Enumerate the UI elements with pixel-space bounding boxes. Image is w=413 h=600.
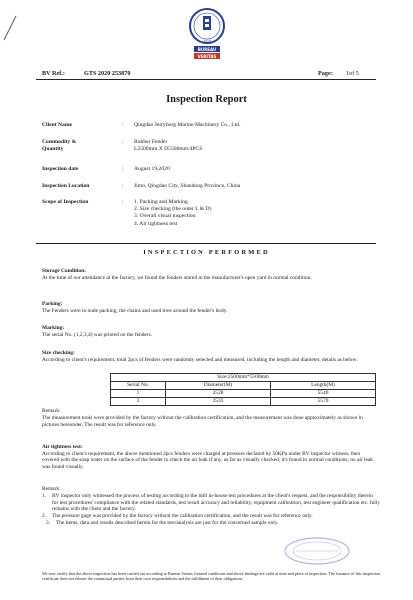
size-remark-text: The measurement tools were provided by the factory without the calibration certification, and the measurement was done approximately as shown in pictures hereunder. The result was for reference only. (42, 415, 363, 428)
table-cell: 2528 (166, 390, 271, 398)
logo-text-bureau: BUREAU (197, 46, 217, 52)
commodity-label-line2: Quantity (42, 146, 64, 153)
colon: : (122, 122, 124, 128)
footer-certification: We now certify that the above inspection has been carried out according to Bureau Veritas General conditions and above findings are valid at time and place of inspection. The issuance of this inspection certificate does not release the contractual parties from their own responsibilities and the fulfillment of their obligations. (42, 571, 381, 582)
page-label: Page: (318, 70, 333, 77)
table-cell: 2535 (166, 398, 271, 406)
ref-label: BV Ref.: (42, 70, 65, 77)
list-number: 1. (42, 493, 47, 500)
inspection-date-label: Inspection date (42, 166, 79, 172)
packing-text: The Fenders were in nude packing, the chains and used tires around the fender's body. (42, 307, 228, 314)
storage-block (42, 268, 378, 281)
commodity-value-line1: Rubber Fender (134, 139, 168, 145)
list-number: 3. (46, 519, 51, 526)
inspection-date-value: August 19,2020 (134, 166, 170, 172)
table-header-row (111, 382, 376, 390)
marking-block (42, 325, 378, 338)
storage-text: At the time of our attendance at the factory, we found the fenders stored in the manufacturer's open yard in normal condition. (42, 274, 312, 281)
bureau-veritas-logo (186, 6, 228, 70)
size-remark-label: Remark: (42, 408, 61, 414)
table-cell: 3 (111, 398, 166, 406)
size-table (110, 373, 376, 406)
list-item-text: The items, data and results described herein for the test/analysis are just for the concerned sample only. (56, 519, 279, 526)
commodity-label-line1: Commodity & (42, 139, 77, 145)
remarks-block (42, 486, 380, 526)
list-item (42, 513, 380, 520)
table-cell: 1 (111, 390, 166, 398)
header-rule (36, 79, 376, 80)
client-name-label: Client Name (42, 122, 72, 128)
column-header: Length(M) (271, 382, 376, 390)
list-item-text: The pressure gage was provided by the factory without the calibration certification, and the result was for reference only. (52, 512, 313, 519)
marking-text: The serial No. (1,2,3,4) was printed on the fenders. (42, 331, 153, 338)
table-cell: 5570 (271, 398, 376, 406)
table-cell: 5540 (271, 390, 376, 398)
size-block (42, 350, 378, 363)
colon: : (122, 183, 124, 189)
list-item (42, 520, 380, 527)
column-header: Diameter(M) (166, 382, 271, 390)
inspection-location-label: Inspection Location (42, 183, 90, 189)
air-test-block (42, 444, 378, 470)
column-header: Serial No. (111, 382, 166, 390)
commodity-value-line2: L2500mm X D5500mm:4PCS (134, 146, 203, 153)
list-item-text: BV inspector only witnessed the process of testing according to the mill in-house test procedures at the client's request, and the responsibility therein for test procedures' compliance with the related standards, test result accuracy and reliability, equipment calibration, test engineer qualification etc. fully remains with the client and the factory. (52, 493, 380, 513)
scope-item: 2. Size checking (the outer L & D) (134, 206, 212, 213)
logo-text-veritas: VERITAS (197, 53, 217, 59)
scope-item: 3. Overall visual inspection (134, 213, 196, 220)
size-remark-block (42, 408, 378, 428)
size-text: According to client's requirement, total 2pcs of fenders were randomly selected and measured, including the length and diameter, details as below: (42, 356, 358, 363)
scope-item: 1. Packing and Marking (134, 199, 188, 205)
air-test-heading: Air tightness test: (42, 444, 83, 450)
logo-year: 1828 (203, 38, 211, 43)
report-title: Inspection Report (166, 94, 247, 105)
corner-mark-icon (2, 12, 32, 42)
colon: : (122, 139, 124, 145)
scope-label: Scope of Inspection (42, 199, 89, 205)
client-name-value: Qingdao Jerryborg Marine Machinery Co., Ltd. (134, 122, 241, 128)
scope-item: 4. Air tightness test (134, 220, 178, 227)
ref-value: GTS 2020 253870 (84, 70, 131, 77)
air-test-text: According to client's requirement, the above mentioned 2pcs fenders were charged at pressure declared by 50KPa under BV inspector witness, then covered with the soap water on the surface of the fender to check the air leak if any, as far as visually checked, it's found in normal conditions, no air leak was found visually. (42, 450, 373, 470)
size-heading: Size checking: (42, 350, 75, 356)
remarks-label: Remark: (42, 486, 61, 492)
colon: : (122, 166, 124, 172)
list-item (42, 493, 380, 513)
packing-heading: Parking: (42, 301, 63, 307)
table-row (111, 390, 376, 398)
table-row (111, 398, 376, 406)
storage-heading: Storage Condition: (42, 268, 86, 274)
marking-heading: Marking: (42, 325, 65, 331)
list-number: 2. (42, 512, 47, 519)
section-rule (36, 243, 376, 244)
size-table-title: Size:2500mm*5500mm (111, 374, 376, 382)
colon: : (122, 199, 124, 205)
section-title: INSPECTION PERFORMED (143, 249, 270, 256)
inspection-stamp (282, 536, 352, 566)
inspection-location-value: Jimo, Qingdao City, Shandong Province, China (134, 183, 241, 189)
page-number: 1of 5 (346, 70, 359, 77)
packing-block (42, 301, 378, 314)
